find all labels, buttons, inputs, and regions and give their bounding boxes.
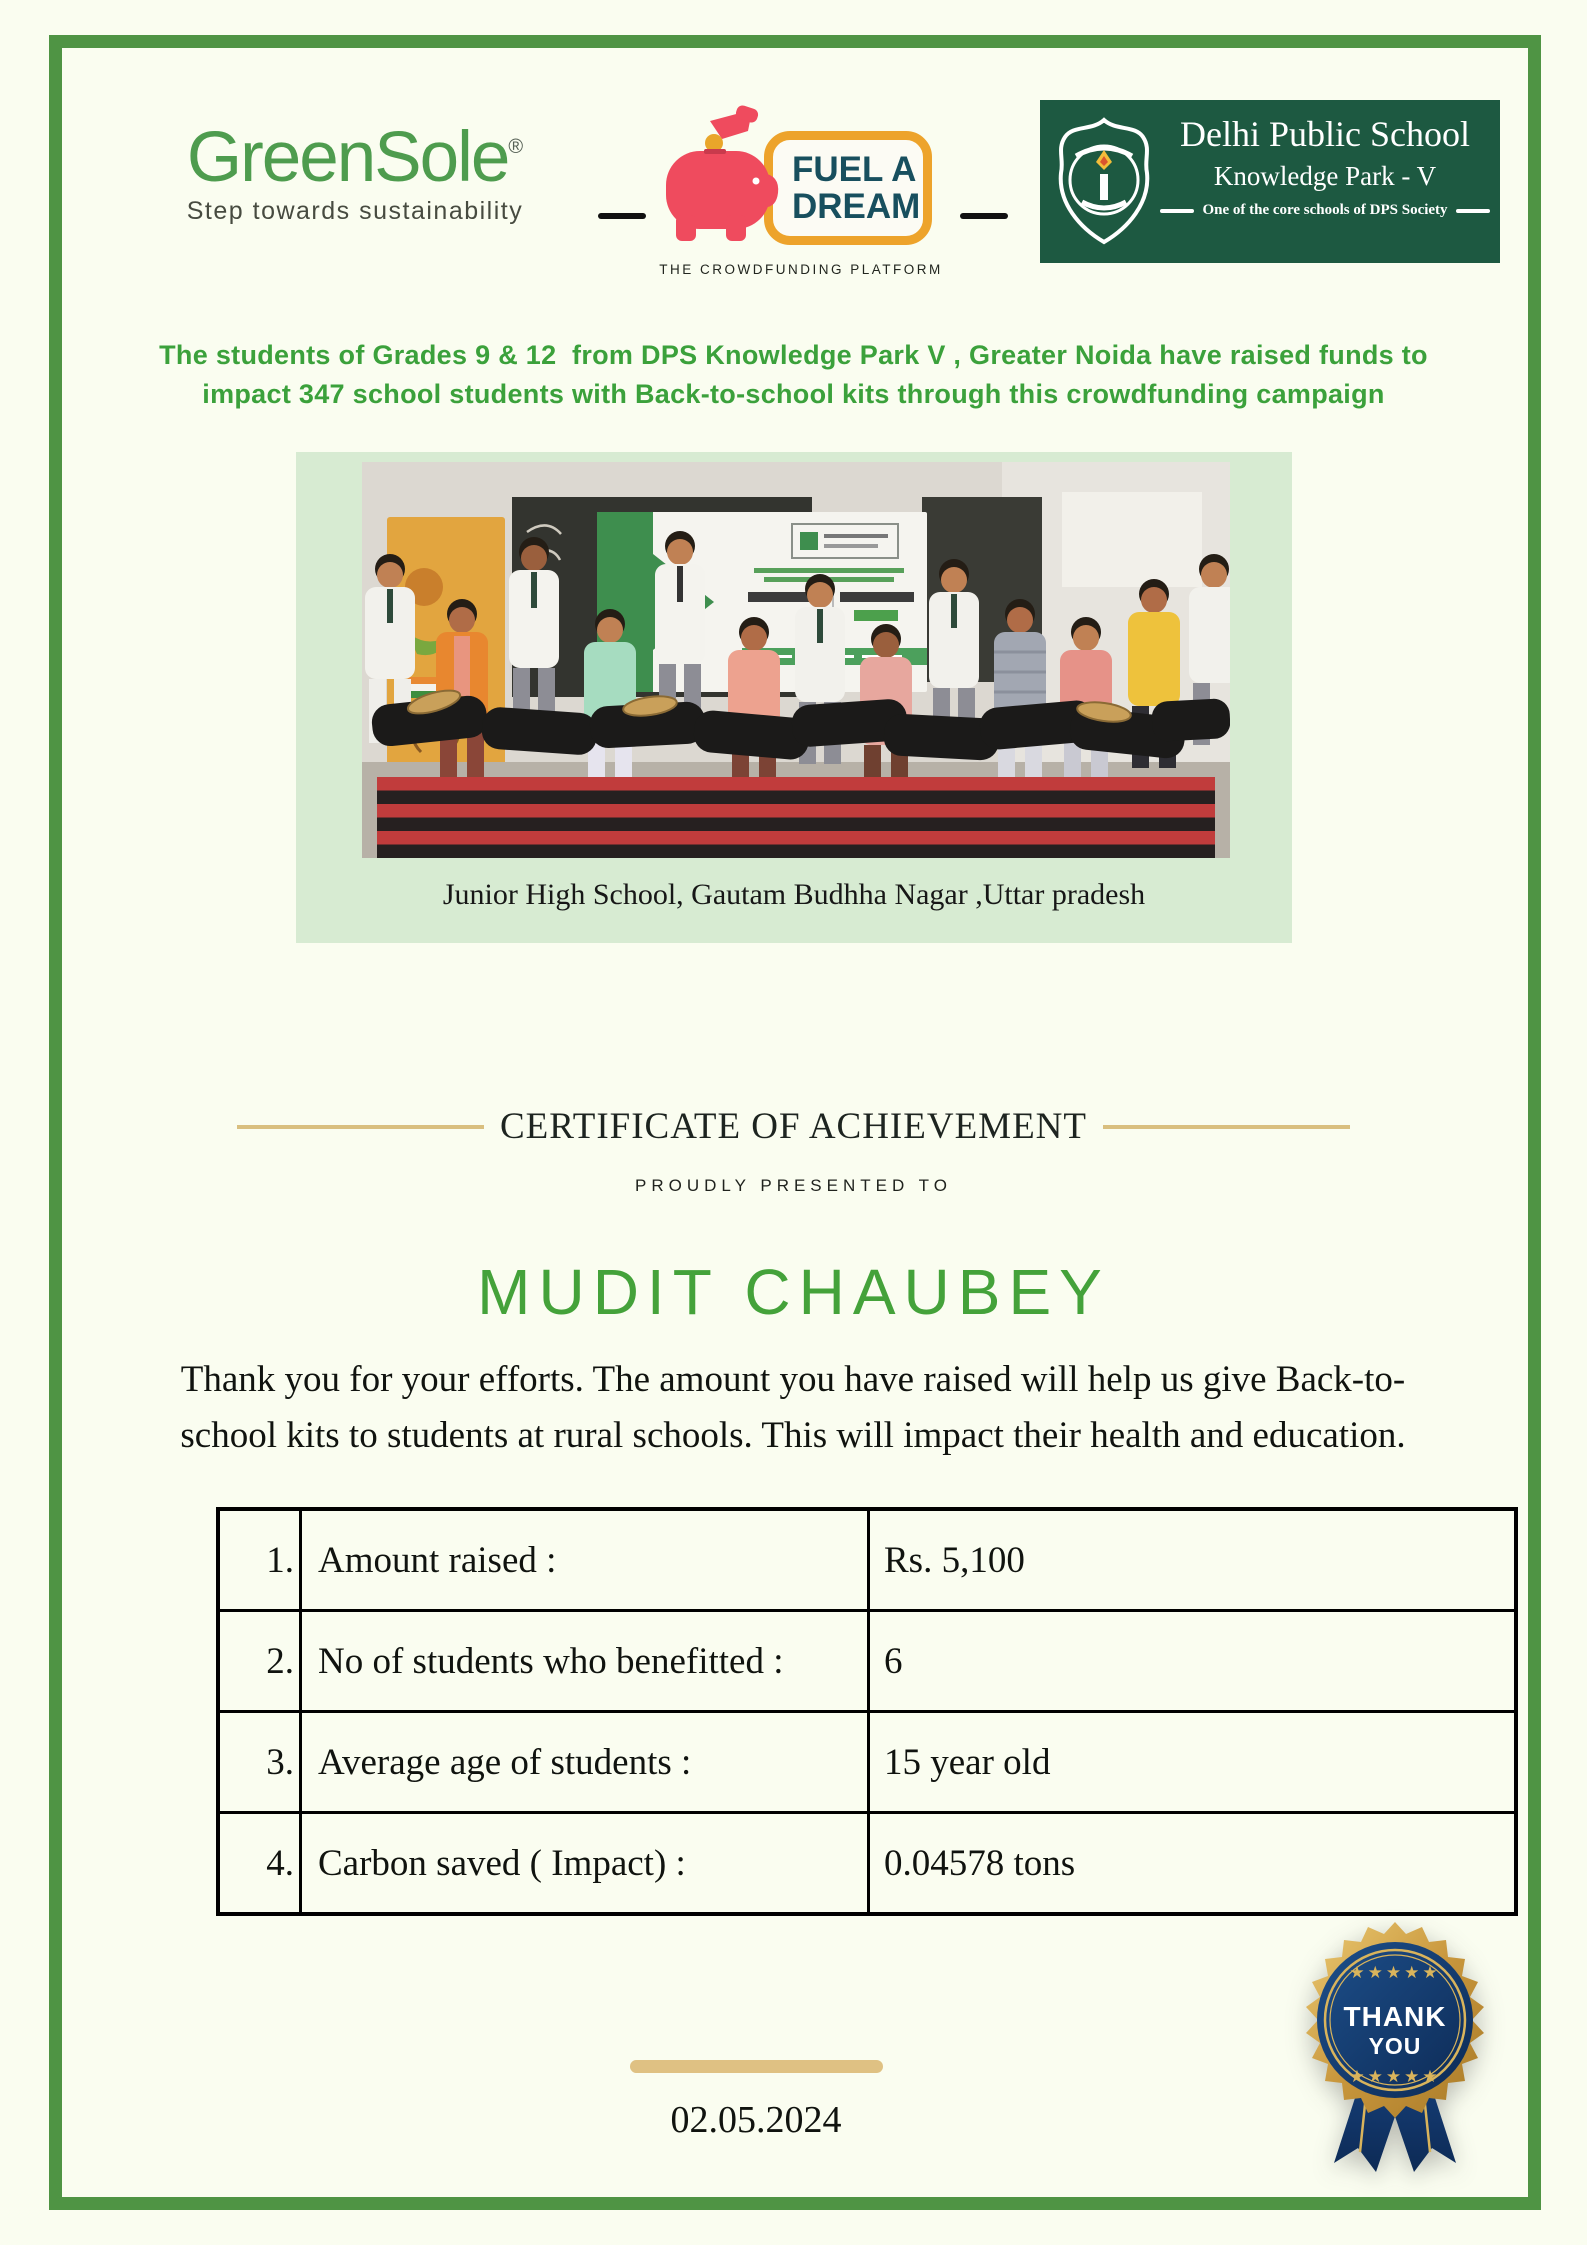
heading-rule-left	[237, 1125, 484, 1129]
row-label: Average age of students :	[301, 1712, 869, 1813]
thank-you-badge-icon	[1288, 1920, 1502, 2182]
photo-caption: Junior High School, Gautam Budhha Nagar ,Uttar pradesh	[442, 878, 1146, 911]
row-value: 15 year old	[869, 1712, 1517, 1813]
fuel-a-dream-logo	[652, 95, 944, 277]
campaign-intro-line2: impact 347 school students with Back-to-school kits through this crowdfunding campaign	[202, 379, 1385, 409]
recipient-name: MUDIT CHAUBEY	[477, 1256, 1110, 1328]
table-row	[218, 1712, 1516, 1813]
table-row	[218, 1611, 1516, 1712]
badge-you-label: YOU	[1368, 2033, 1422, 2059]
greensole-wordmark	[140, 110, 570, 195]
fuel-a-dream-tagline: THE CROWDFUNDING PLATFORM	[659, 262, 943, 277]
badge-stars-top: ★★★★★	[1349, 1963, 1441, 1982]
badge-stars-bottom: ★★★★★	[1349, 2067, 1441, 2086]
row-value: 6	[869, 1611, 1517, 1712]
row-value: Rs. 5,100	[869, 1509, 1517, 1611]
table-row	[218, 1813, 1516, 1915]
certificate-date: 02.05.2024	[670, 2099, 842, 2141]
fuel-a-dream-word-line2: DREAM	[792, 187, 921, 226]
logo-divider-dash-left	[598, 213, 646, 219]
dps-text-block	[1158, 110, 1492, 219]
thank-you-message-line1: Thank you for your efforts. The amount you have raised will help us give Back-to-	[180, 1359, 1406, 1400]
impact-table-wrap	[216, 1507, 1518, 1916]
presented-to-line: PROUDLY PRESENTED TO	[635, 1176, 952, 1195]
footer-gold-rule	[630, 2060, 883, 2073]
badge-thank-label: THANK	[1343, 2001, 1447, 2032]
greensole-registered-mark: ®	[508, 136, 524, 158]
students-photo	[362, 462, 1230, 858]
carpet	[377, 777, 1215, 858]
row-label: Carbon saved ( Impact) :	[301, 1813, 869, 1915]
table-row	[218, 1509, 1516, 1611]
heading-rule-right	[1103, 1125, 1350, 1129]
photo-panel	[296, 452, 1292, 943]
row-label: Amount raised :	[301, 1509, 869, 1611]
certificate-heading: CERTIFICATE OF ACHIEVEMENT	[500, 1106, 1087, 1147]
thank-you-message	[43, 1352, 1543, 1464]
row-number: 2.	[218, 1611, 301, 1712]
dps-campus: Knowledge Park - V	[1213, 161, 1437, 191]
row-label: No of students who benefitted :	[301, 1611, 869, 1712]
dps-crest-icon	[1056, 116, 1152, 248]
row-number: 3.	[218, 1712, 301, 1813]
greensole-wordmark-text: GreenSole	[186, 118, 509, 197]
dps-society-text: One of the core schools of DPS Society	[1202, 202, 1448, 218]
dps-society-line	[1158, 202, 1492, 219]
logo-divider-dash-right	[960, 213, 1008, 219]
elephant-piggybank-icon	[652, 103, 802, 258]
campaign-intro	[60, 336, 1527, 414]
greensole-tagline: Step towards sustainability	[186, 197, 524, 225]
impact-table	[216, 1507, 1518, 1916]
dps-dash-right	[1456, 209, 1490, 213]
dps-dash-left	[1160, 209, 1194, 213]
certificate-heading-row	[60, 1105, 1527, 1148]
row-number: 1.	[218, 1509, 301, 1611]
thank-you-message-line2: school kits to students at rural schools. This will impact their health and education.	[180, 1415, 1406, 1456]
campaign-intro-line1: The students of Grades 9 & 12 from DPS Knowledge Park V , Greater Noida have raised funds to	[159, 340, 1428, 370]
row-number: 4.	[218, 1813, 301, 1915]
fuel-a-dream-wordmark	[792, 151, 920, 225]
dps-name: Delhi Public School	[1180, 114, 1470, 154]
fuel-a-dream-word-line1: FUEL A	[792, 150, 917, 189]
greensole-logo	[140, 110, 570, 226]
row-value: 0.04578 tons	[869, 1813, 1517, 1915]
dps-logo	[1040, 100, 1500, 263]
